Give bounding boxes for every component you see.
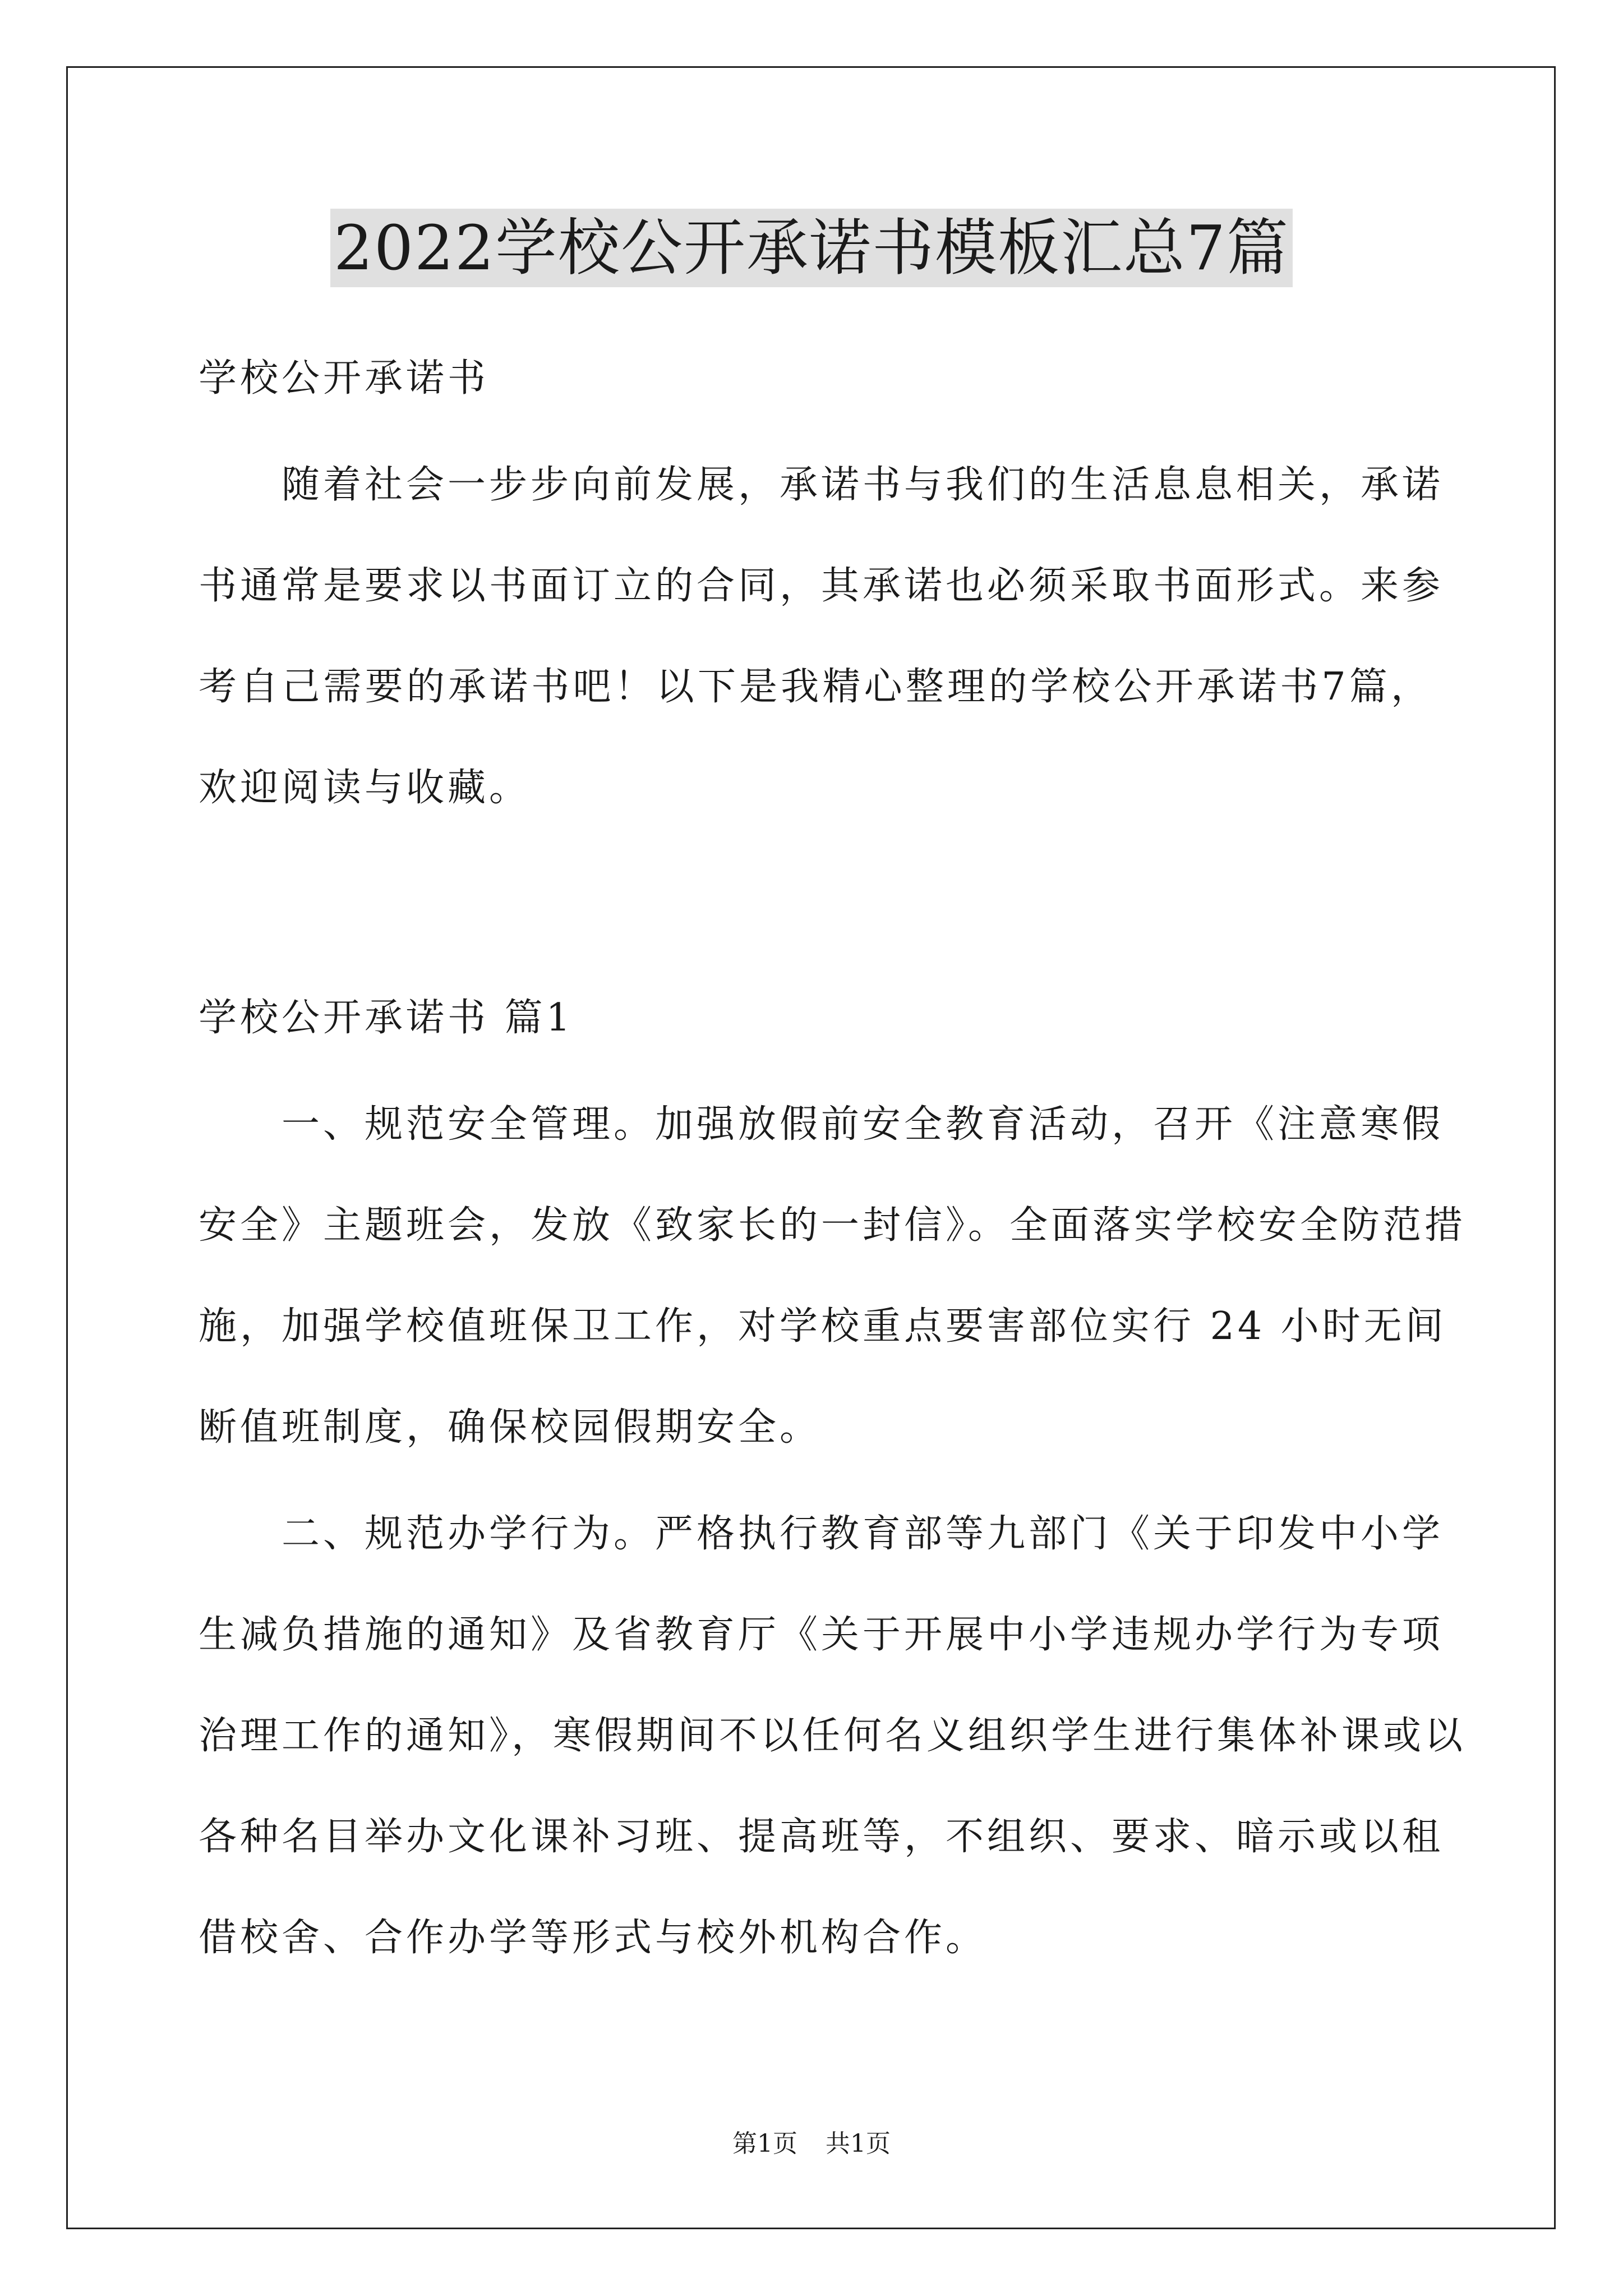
intro-line: 书通常是要求以书面订立的合同，其承诺也必须采取书面形式。来参 [199, 564, 1444, 608]
intro-line: 考自己需要的承诺书吧！以下是我精心整理的学校公开承诺书7篇， [199, 665, 1432, 709]
intro-line: 欢迎阅读与收藏。 [199, 766, 531, 810]
page-total: 共1页 [826, 2129, 891, 2158]
paragraph-line: 施，加强学校值班保卫工作，对学校重点要害部位实行 24 小时无间 [199, 1304, 1447, 1349]
paragraph-line: 生减负措施的通知》及省教育厅《关于开展中小学违规办学行为专项 [199, 1613, 1444, 1657]
paragraph-line: 安全》主题班会，发放《致家长的一封信》。全面落实学校安全防范措 [199, 1203, 1467, 1248]
section-heading: 学校公开承诺书 篇1 [199, 996, 574, 1040]
page-footer [0, 2127, 1623, 2161]
document-title-wrapper [0, 209, 1623, 287]
intro-heading: 学校公开承诺书 [199, 356, 490, 401]
page-number: 第1页 [732, 2129, 797, 2158]
paragraph-line: 一、规范安全管理。加强放假前安全教育活动，召开《注意寒假 [282, 1102, 1444, 1147]
paragraph-line: 二、规范办学行为。严格执行教育部等九部门《关于印发中小学 [282, 1512, 1444, 1556]
intro-line: 随着社会一步步向前发展，承诺书与我们的生活息息相关，承诺 [282, 463, 1444, 507]
paragraph-line: 断值班制度，确保校园假期安全。 [199, 1405, 822, 1450]
document-title: 2022学校公开承诺书模板汇总7篇 [330, 209, 1293, 287]
paragraph-line: 借校舍、合作办学等形式与校外机构合作。 [199, 1916, 988, 1960]
paragraph-line: 治理工作的通知》，寒假期间不以任何名义组织学生进行集体补课或以 [199, 1714, 1467, 1758]
paragraph-line: 各种名目举办文化课补习班、提高班等，不组织、要求、暗示或以租 [199, 1815, 1444, 1859]
